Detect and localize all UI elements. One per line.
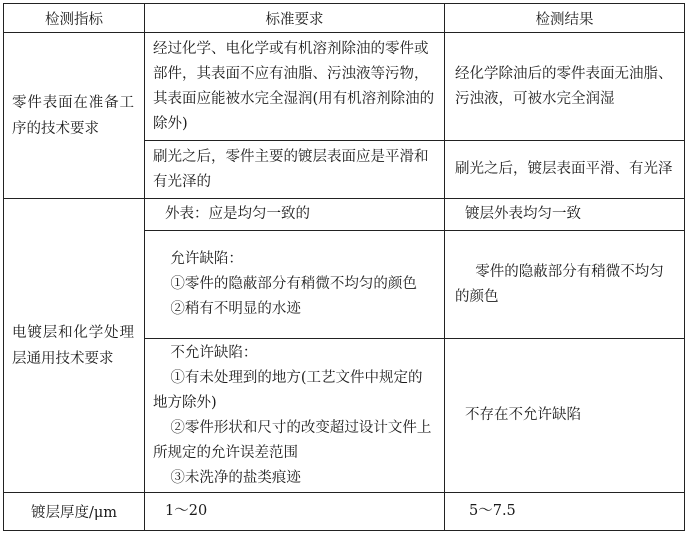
requirement-cell: 1～20 [145,493,445,531]
requirement-cell: 经过化学、电化学或有机溶剂除油的零件或部件，其表面不应有油脂、污浊液等污物，其表面应能被水完全湿润(用有机溶剂除油的除外) [145,33,445,141]
allowed-defects-title: 允许缺陷： [170,251,243,267]
header-row [4,4,685,33]
result-cell: 零件的隐蔽部分有稍微不均匀的颜色 [445,231,685,339]
requirement-cell [145,339,445,493]
header-standard: 标准要求 [145,4,445,33]
header-indicator: 检测指标 [4,4,145,33]
table-row [4,493,685,531]
result-cell: 经化学除油后的零件表面无油脂、污浊液，可被水完全润湿 [445,33,685,141]
forbidden-defect-item: ②零件形状和尺寸的改变超过设计文件上所规定的允许误差范围 [153,419,432,461]
forbidden-defect-item: ③未洗净的盐类痕迹 [170,469,301,486]
category-cell: 电镀层和化学处理层通用技术要求 [4,199,145,493]
table-row [4,33,685,141]
requirement-cell [145,231,445,339]
result-cell: 不存在不允许缺陷 [445,339,685,493]
category-cell: 镀层厚度/μm [4,493,145,531]
requirement-cell: 外表：应是均匀一致的 [145,199,445,231]
forbidden-defect-item: ①有未处理到的地方(工艺文件中规定的地方除外) [153,369,423,411]
table-row [4,199,685,231]
requirement-cell: 刷光之后，零件主要的镀层表面应是平滑和有光泽的 [145,141,445,199]
inspection-table [3,3,685,531]
result-cell: 5～7.5 [445,493,685,531]
header-result: 检测结果 [445,4,685,33]
forbidden-defects-title: 不允许缺陷： [170,344,258,361]
allowed-defect-item: ①零件的隐蔽部分有稍微不均匀的颜色 [170,276,417,292]
result-cell: 刷光之后，镀层表面平滑、有光泽 [445,141,685,199]
category-cell: 零件表面在准备工序的技术要求 [4,33,145,199]
result-cell: 镀层外表均匀一致 [445,199,685,231]
allowed-defect-item: ②稍有不明显的水迹 [170,301,301,317]
